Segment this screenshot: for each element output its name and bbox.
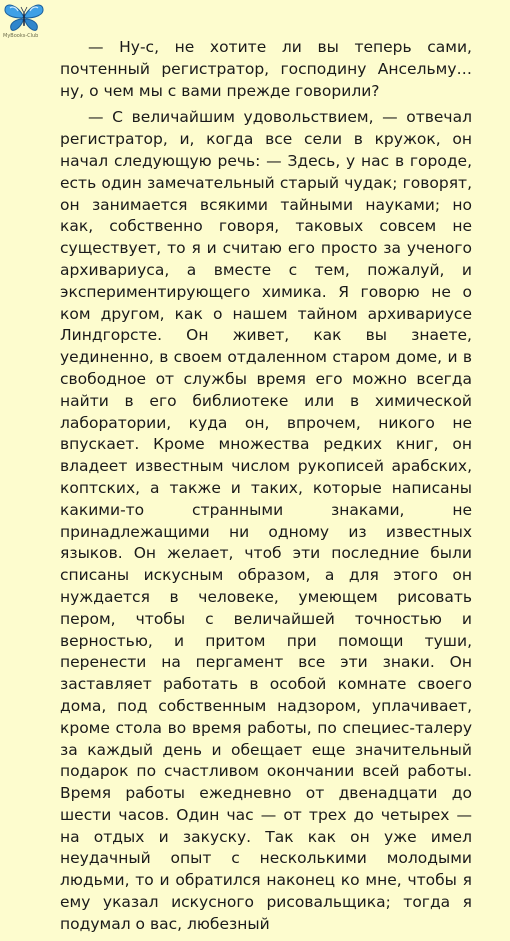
logo-caption: MyBooks-Club	[3, 33, 39, 39]
paragraph: — Ну-с, не хотите ли вы теперь сами, почтенный регистратор, господину Ансельму… ну, о чем мы с вами прежде говорили?	[60, 38, 472, 100]
page-text	[60, 37, 472, 941]
paragraph: — С величайшим удовольствием, — отвечал регистратор, и, когда все сели в кружок, он начал следующую речь: — Здесь, у нас в городе, есть один замечательный старый чудак; говорят, он занимается всякими тайными науками; но как, собственно говоря, таковых совсем не существует, то я и считаю его просто за ученого архивариуса, а вместе с тем, пожалуй, и экспериментирующего химика. Я говорю не о ком другом, как о нашем тайном архивариусе Линдгорсте. Он живет, как вы знаете, уединенно, в своем отдаленном старом доме, и в свободное от службы время его можно всегда найти в его библиотеке или в химической лаборатории, куда он, впрочем, никого не впускает. Кроме множества редких книг, он владеет известным числом рукописей арабских, коптских, а также и таких, которые написаны какими-то странными знаками, не принадлежащими ни одному из известных языков. Он желает, чтоб эти последние были списаны искусным образом, а для этого он нуждается в человеке, умеющем рисовать пером, чтобы с величайшей точностью и верностью, и притом при помощи туши, перенести на пергамент все эти знаки. Он заставляет работать в особой комнате своего дома, под собственным надзором, уплачивает, кроме стола во время работы, по специес-талеру за каждый день и обещает еще значительный подарок по счастливом окончании всей работы. Время работы ежедневно от двенадцати до шести часов. Один час — от трех до четырех — на отдых и закуску. Так как он уже имел неудачный опыт с несколькими молодыми людьми, то и обратился наконец ко мне, чтобы я ему указал искусного рисовальщика; тогда я подумал о вас, любезный	[60, 108, 472, 933]
butterfly-icon	[3, 2, 45, 34]
